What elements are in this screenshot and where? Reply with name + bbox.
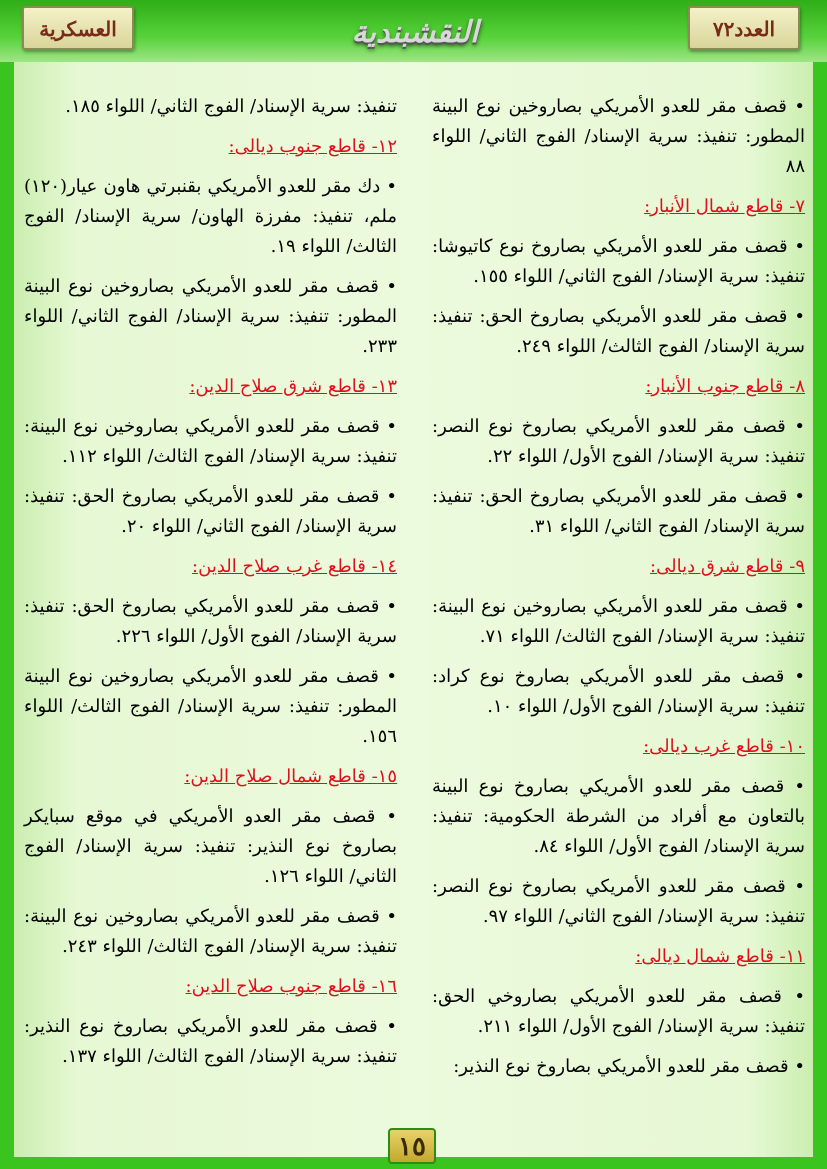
report-item: • قصف مقر للعدو الأمريكي بصاروخ الحق: تنفيذ: سرية الإسناد/ الفوج الأول/ اللواء ٢٢٦. bbox=[24, 596, 397, 647]
report-item: • قصف مقر للعدو الأمريكي بصاروخ الحق: تنفيذ: سرية الإسناد/ الفوج الثاني/ اللواء ٣١. bbox=[432, 486, 805, 537]
report-item: • قصف مقر للعدو الأمريكي بصاروخ نوع النصر: تنفيذ: سرية الإسناد/ الفوج الأول/ اللواء ٢٢. bbox=[432, 416, 805, 467]
magazine-title: النقشبندية bbox=[351, 15, 479, 50]
report-item: • قصف مقر للعدو الأمريكي بصاروخين نوع البينة المطور: تنفيذ: سرية الإسناد/ الفوج الثاني/ اللواء ٢٣٣. bbox=[24, 276, 397, 357]
report-item: • قصف مقر للعدو الأمريكي بصاروخ الحق: تنفيذ: سرية الإسناد/ الفوج الثاني/ اللواء ٢٠. bbox=[24, 486, 397, 537]
report-item: • قصف مقر للعدو الأمريكي بصاروخين نوع البينة: تنفيذ: سرية الإسناد/ الفوج الثالث/ اللواء ٧١. bbox=[432, 596, 805, 647]
sector-heading: ١٦- قاطع جنوب صلاح الدين: bbox=[185, 976, 397, 997]
report-item: • قصف مقر للعدو الأمريكي بصاروخي الحق: تنفيذ: سرية الإسناد/ الفوج الأول/ اللواء ٢١١. bbox=[432, 986, 805, 1037]
report-item: • قصف مقر للعدو الأمريكي بصاروخ نوع البينة بالتعاون مع أفراد من الشرطة الحكومية: تنفيذ: سرية الإسناد/ الفوج الأول/ اللواء ٨٤. bbox=[432, 776, 805, 857]
report-item: • قصف مقر للعدو الأمريكي بصاروخ الحق: تنفيذ: سرية الإسناد/ الفوج الثالث/ اللواء ٢٤٩. bbox=[432, 306, 805, 357]
sector-heading: ١٥- قاطع شمال صلاح الدين: bbox=[184, 766, 397, 787]
report-item: • قصف مقر للعدو الأمريكي بصاروخين نوع البينة المطور: تنفيذ: سرية الإسناد/ الفوج الثالث/ اللواء ١٥٦. bbox=[24, 666, 397, 747]
report-item: • قصف مقر للعدو الأمريكي بصاروخ نوع النذير: bbox=[453, 1056, 805, 1077]
left-column bbox=[24, 92, 397, 1082]
report-item: • قصف مقر للعدو الأمريكي بصاروخ نوع كراد: تنفيذ: سرية الإسناد/ الفوج الأول/ اللواء ١٠. bbox=[432, 666, 805, 717]
sector-heading: ٩- قاطع شرق ديالى: bbox=[650, 556, 805, 577]
sector-heading: ١٣- قاطع شرق صلاح الدين: bbox=[189, 376, 397, 397]
report-item: • قصف مقر للعدو الأمريكي بصاروخين نوع البينة المطور: تنفيذ: سرية الإسناد/ الفوج الثاني/ اللواء ٨٨ bbox=[432, 96, 805, 177]
report-item: • قصف مقر للعدو الأمريكي بصاروخ نوع النصر: تنفيذ: سرية الإسناد/ الفوج الثاني/ اللواء ٩٧. bbox=[432, 876, 805, 927]
report-item: • قصف مقر للعدو الأمريكي بصاروخين نوع البينة: تنفيذ: سرية الإسناد/ الفوج الثالث/ اللواء ١١٢. bbox=[24, 416, 397, 467]
right-column bbox=[432, 92, 805, 1092]
sector-heading: ٨- قاطع جنوب الأنبار: bbox=[645, 376, 805, 397]
report-item: • دك مقر للعدو الأمريكي بقنبرتي هاون عيار(١٢٠) ملم، تنفيذ: مفرزة الهاون/ سرية الإسناد/ الفوج الثالث/ اللواء ١٩. bbox=[24, 176, 397, 257]
report-item: • قصف مقر للعدو الأمريكي بصاروخ نوع النذير: تنفيذ: سرية الإسناد/ الفوج الثالث/ اللواء ١٣٧. bbox=[24, 1016, 397, 1067]
sector-heading: ١٤- قاطع غرب صلاح الدين: bbox=[192, 556, 397, 577]
sector-heading: ١١- قاطع شمال ديالى: bbox=[635, 946, 805, 967]
report-item: • قصف مقر للعدو الأمريكي بصاروخين نوع البينة: تنفيذ: سرية الإسناد/ الفوج الثالث/ اللواء ٢٤٣. bbox=[24, 906, 397, 957]
report-item: • قصف مقر للعدو الأمريكي بصاروخ نوع كاتيوشا: تنفيذ: سرية الإسناد/ الفوج الثاني/ اللواء ١٥٥. bbox=[432, 236, 805, 287]
page-number: ١٥ bbox=[388, 1128, 436, 1164]
sector-heading: ١٠- قاطع غرب ديالى: bbox=[643, 736, 805, 757]
report-item: تنفيذ: سرية الإسناد/ الفوج الثاني/ اللواء ١٨٥. bbox=[65, 96, 397, 117]
section-tag: العسكرية bbox=[22, 6, 134, 50]
sector-heading: ١٢- قاطع جنوب ديالى: bbox=[228, 136, 397, 157]
sector-heading: ٧- قاطع شمال الأنبار: bbox=[644, 196, 805, 217]
issue-tag: العدد٧٢ bbox=[688, 6, 800, 50]
report-item: • قصف مقر العدو الأمريكي في موقع سبايكر بصاروخ نوع النذير: تنفيذ: سرية الإسناد/ الفوج الثاني/ اللواء ١٢٦. bbox=[24, 806, 397, 887]
